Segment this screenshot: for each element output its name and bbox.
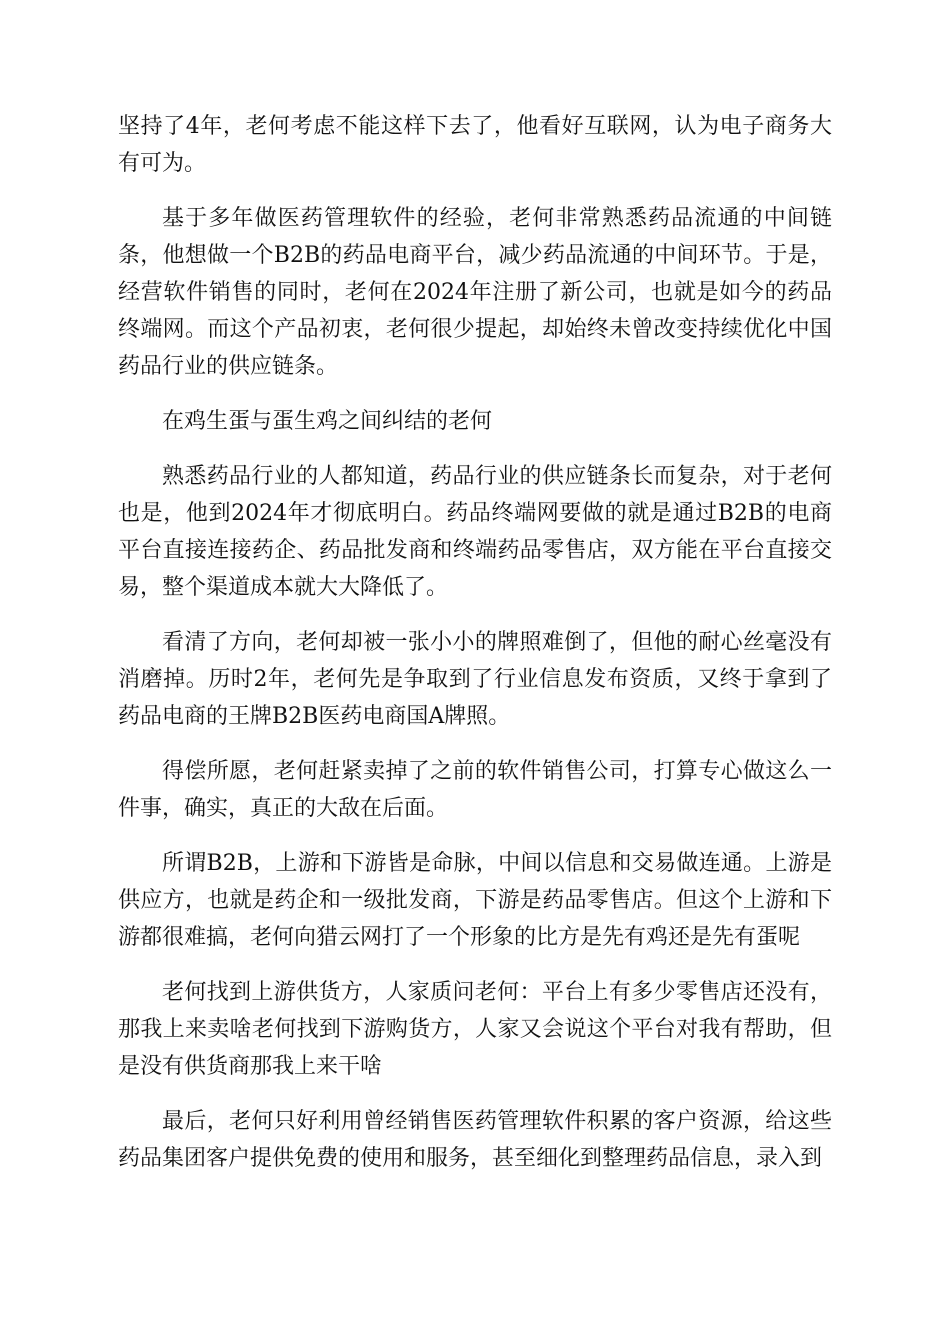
paragraph-continuation: 坚持了4年，老何考虑不能这样下去了，他看好互联网，认为电子商务大有可为。 (118, 114, 832, 176)
paragraph-focus: 得偿所愿，老何赶紧卖掉了之前的软件销售公司，打算专心做这么一件事，确实，真正的大敌在后面。 (118, 759, 832, 821)
paragraph-dilemma: 老何找到上游供货方，人家质问老何：平台上有多少零售店还没有，那我上来卖啥老何找到下游购货方，人家又会说这个平台对我有帮助，但是没有供货商那我上来干啥 (118, 980, 832, 1079)
paragraph-solution: 最后，老何只好利用曾经销售医药管理软件积累的客户资源，给这些药品集团客户提供免费的使用和服务，甚至细化到整理药品信息，录入到 (118, 1109, 832, 1171)
paragraph-background: 基于多年做医药管理软件的经验，老何非常熟悉药品流通的中间链条，他想做一个B2B的药品电商平台，减少药品流通的中间环节。于是，经营软件销售的同时，老何在2024年注册了新公司，也就是如今的药品终端网。而这个产品初衷，老何很少提起，却始终未曾改变持续优化中国药品行业的供应链条。 (118, 206, 832, 379)
paragraph-supply-chain: 熟悉药品行业的人都知道，药品行业的供应链条长而复杂，对于老何也是，他到2024年才彻底明白。药品终端网要做的就是通过B2B的电商平台直接连接药企、药品批发商和终端药品零售店，双方能在平台直接交易，整个渠道成本就大大降低了。 (118, 464, 832, 600)
paragraph-b2b: 所谓B2B，上游和下游皆是命脉，中间以信息和交易做连通。上游是供应方，也就是药企和一级批发商，下游是药品零售店。但这个上游和下游都很难搞，老何向猎云网打了一个形象的比方是先有鸡还是先有蛋呢 (118, 851, 832, 950)
paragraph-license: 看清了方向，老何却被一张小小的牌照难倒了，但他的耐心丝毫没有消磨掉。历时2年，老何先是争取到了行业信息发布资质，又终于拿到了药品电商的王牌B2B医药电商国A牌照。 (118, 630, 832, 729)
article-body (118, 108, 832, 1195)
section-heading: 在鸡生蛋与蛋生鸡之间纠结的老何 (162, 409, 493, 434)
